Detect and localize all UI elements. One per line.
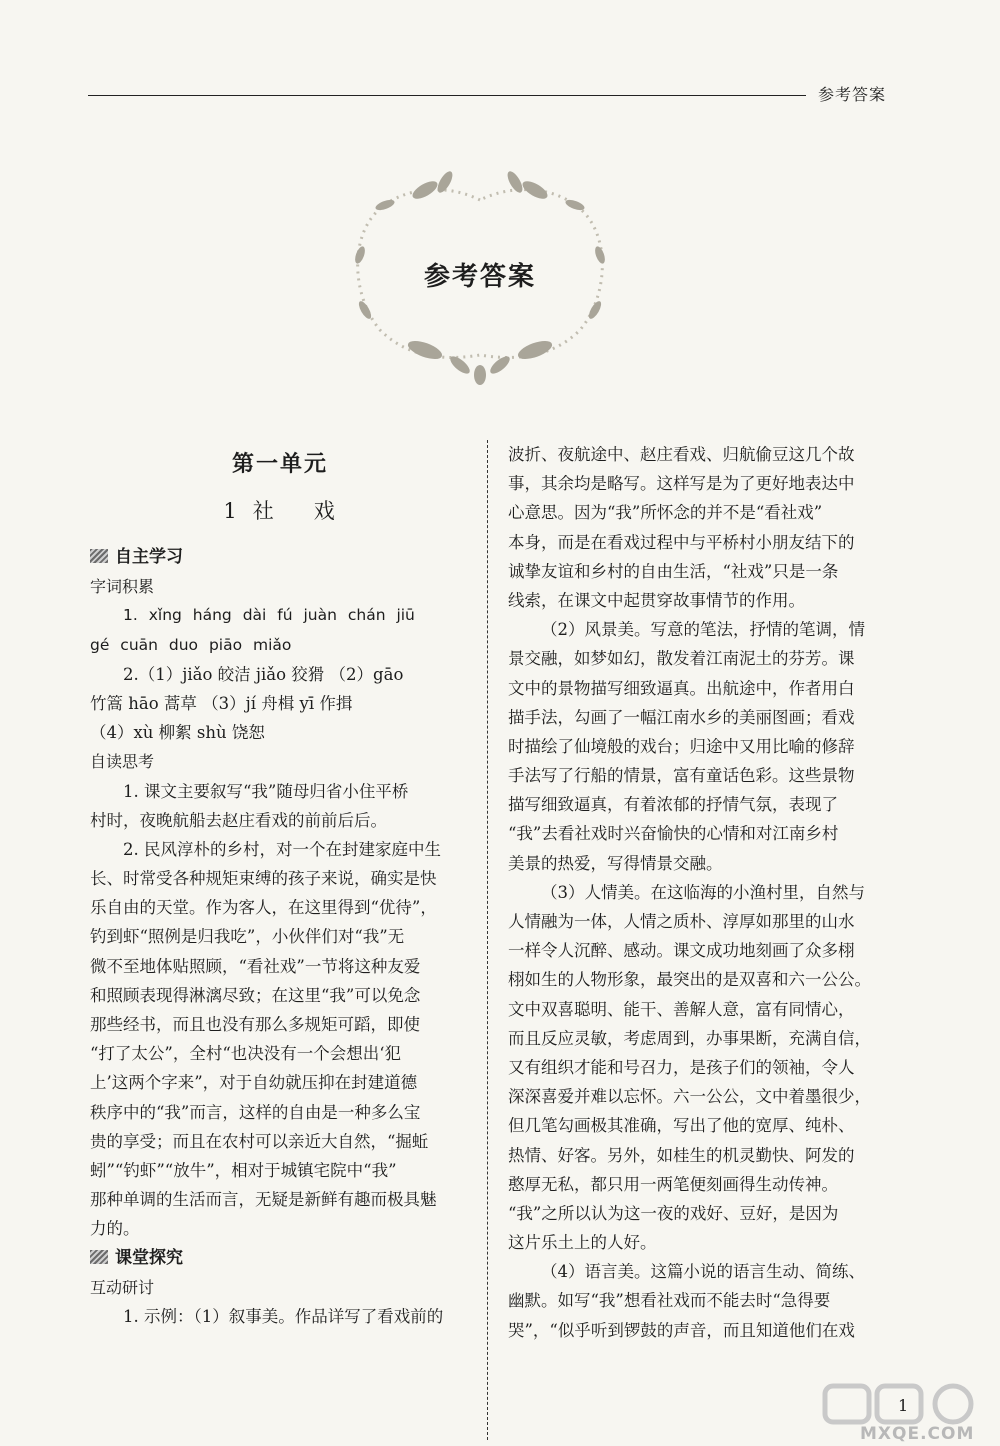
text-line [508,615,896,644]
banner-title: 参考答案 [423,262,536,292]
line-text: 那些经书，而且也没有那么多规矩可蹈，即使 [90,1015,420,1034]
section-marker-icon [90,549,108,563]
text-line [508,703,896,732]
line-text: 2.（1）jiǎo 皎洁 jiǎo 狡猾 （2）gāo [123,664,404,684]
text-line [90,893,476,922]
text-line [508,1228,896,1257]
text-line [508,819,896,848]
line-text: 线索，在课文中起贯穿故事情节的作用。 [508,590,805,610]
line-text: 描手法，勾画了一幅江南水乡的美丽图画；看戏 [508,707,855,727]
text-line [90,864,476,893]
text-line [90,1302,476,1331]
text-line [508,1170,896,1199]
line-text: 人情融为一体，人情之质朴、淳厚如那里的山水 [508,912,855,931]
text-line [508,936,896,965]
text-line [90,1010,476,1039]
line-text: 课堂探究 [115,1247,183,1268]
line-text: 上’这两个字来”，对于自幼就压抑在封建道德 [90,1073,418,1093]
text-line [508,878,896,907]
text-line [508,732,896,761]
text-line [508,469,896,498]
line-text: 这片乐土上的人好。 [508,1233,657,1253]
text-line [508,849,896,878]
lesson-char-1: 社 [252,499,276,523]
text-line [508,1199,896,1228]
line-text: “我”之所以认为这一夜的戏好、豆好，是因为 [508,1203,839,1223]
section-marker-icon [90,1250,108,1264]
line-text: “我”去看社戏时兴奋愉快的心情和对江南乡村 [508,824,839,844]
text-line [90,1068,476,1097]
text-line [90,922,476,951]
text-line [508,528,896,557]
line-text: 2. 民风淳朴的乡村，对一个在封建家庭中生 [123,839,441,859]
text-line [90,689,476,718]
text-line [508,761,896,790]
right-column [508,440,896,1345]
line-text: （3）人情美。在这临海的小渔村里，自然与 [541,882,865,902]
line-text: 描写细致逼真，有着浓郁的抒情气氛，表现了 [508,795,838,815]
watermark-text: MXQE.COM [860,1424,975,1444]
pinyin-line [90,601,476,630]
text-line [508,1082,896,1111]
line-text: 本身，而是在看戏过程中与平桥村小朋友结下的 [508,532,855,552]
line-text: 秩序中的“我”而言，这样的自由是一种多么宝 [90,1102,421,1122]
lesson-title [90,495,470,525]
left-column [90,543,476,1331]
text-line [508,907,896,936]
line-text: “打了太公”，全村“也决没有一个会想出‘犯 [90,1044,402,1064]
line-text: 而且反应灵敏，考虑周到，办事果断，充满自信， [508,1028,871,1048]
subsection-heading [90,747,476,776]
text-line [508,1111,896,1140]
line-text: 1. 课文主要叙写“我”随母归省小住平桥 [123,781,409,801]
running-header: 参考答案 [818,85,887,104]
line-text: 互动研讨 [90,1277,155,1297]
line-text: 长、时常受各种规矩束缚的孩子来说，确实是快 [90,869,437,889]
line-text: 竹篙 hāo 蒿草 （3）jí 舟楫 yī 作揖 [90,693,353,713]
line-text: 憨厚无私，都只用一两笔便刻画得生动传神。 [508,1174,838,1194]
line-text: 力的。 [90,1219,140,1239]
text-line [90,1098,476,1127]
text-line [90,806,476,835]
text-line [508,440,896,469]
text-line [90,777,476,806]
text-line [508,674,896,703]
line-text: 自读思考 [90,752,155,772]
text-line [508,995,896,1024]
line-text: 1. xǐng háng dài fú juàn chán jiū [123,606,415,625]
line-text: 又有组织才能和号召力，是孩子们的领袖，令人 [508,1057,855,1077]
text-line [508,1257,896,1286]
text-line [508,644,896,673]
line-text: （4）xù 柳絮 shù 饶恕 [90,723,265,743]
line-text: 和照顾表现得淋漓尽致；在这里“我”可以免念 [90,985,421,1005]
lesson-number: 1 [223,499,239,523]
line-text: 美景的热爱，写得情景交融。 [508,853,723,873]
lesson-char-2: 戏 [313,499,337,523]
line-text: 自主学习 [115,547,183,567]
page-number: 1 [898,1396,909,1415]
text-line [508,1024,896,1053]
header-rule [88,95,806,96]
line-text: 热情、好客。另外，如桂生的机灵勤快、阿发的 [508,1145,855,1165]
unit-title: 第一单元 [231,451,328,477]
line-text: （2）风景美。写意的笔法，抒情的笔调，情 [541,620,865,640]
line-text: 景交融，如梦如幻，散发着江南泥土的芬芳。课 [508,649,855,669]
line-text: 事，其余均是略写。这样写是为了更好地表达中 [508,474,855,494]
text-line [90,835,476,864]
line-text: 手法写了行船的情景，富有童话色彩。这些景物 [508,766,855,786]
column-divider [487,440,488,1440]
line-text: 深深喜爱并难以忘怀。六一公公，文中着墨很少， [508,1087,871,1107]
text-line [508,1316,896,1345]
text-line [508,1053,896,1082]
section-heading [90,1244,476,1273]
text-line [90,660,476,689]
text-line [90,981,476,1010]
section-heading [90,543,476,572]
line-text: 文中双喜聪明、能干、善解人意，富有同情心， [508,999,855,1019]
subsection-heading [90,572,476,601]
pinyin-line [90,631,476,660]
text-line [90,1185,476,1214]
text-line [90,1156,476,1185]
text-line [508,965,896,994]
text-line [90,952,476,981]
text-line [90,1039,476,1068]
text-line [90,1214,476,1243]
subsection-heading [90,1273,476,1302]
line-text: 贵的享受；而且在农村可以亲近大自然，“掘蚯 [90,1131,429,1151]
text-line [508,557,896,586]
text-line [508,1141,896,1170]
line-text: 时描绘了仙境般的戏台；归途中又用比喻的修辞 [508,736,855,756]
line-text: 哭”，“似乎听到锣鼓的声音，而且知道他们在戏 [508,1320,855,1340]
line-text: 诚挚友谊和乡村的自由生活，“社戏”只是一条 [508,561,839,581]
line-text: 村时，夜晚航船去赵庄看戏的前前后后。 [90,810,387,830]
line-text: 心意思。因为“我”所怀念的并不是“看社戏” [508,503,823,523]
line-text: 波折、夜航途中、赵庄看戏、归航偷豆这几个故 [508,445,855,464]
line-text: 字词积累 [90,577,155,597]
line-text: 微不至地体贴照顾，“看社戏”一节将这种友爱 [90,956,421,976]
line-text: 文中的景物描写细致逼真。出航途中，作者用白 [508,678,855,698]
line-text: 钓到虾“照例是归我吃”，小伙伴们对“我”无 [90,927,405,947]
line-text: 一样令人沉醉、感动。课文成功地刻画了众多栩 [508,941,855,961]
line-text: gé cuān duo piāo miǎo [90,635,292,654]
line-text: 蚓”“钓虾”“放牛”，相对于城镇宅院中“我” [90,1160,397,1180]
text-line [90,1127,476,1156]
line-text: 乐自由的天堂。作为客人，在这里得到“优待”， [90,898,437,918]
line-text: 1. 示例：（1）叙事美。作品详写了看戏前的 [123,1306,444,1326]
text-line [90,718,476,747]
line-text: 但几笔勾画极其准确，写出了他的宽厚、纯朴、 [508,1116,855,1136]
line-text: （4）语言美。这篇小说的语言生动、简练、 [541,1262,865,1282]
line-text: 那种单调的生活而言，无疑是新鲜有趣而极具魅 [90,1190,437,1210]
text-line [508,498,896,527]
text-line [508,790,896,819]
line-text: 幽默。如写“我”想看社戏而不能去时“急得要 [508,1291,831,1311]
text-line [508,1286,896,1315]
line-text: 栩如生的人物形象，最突出的是双喜和六一公公。 [508,970,871,990]
text-line [508,586,896,615]
